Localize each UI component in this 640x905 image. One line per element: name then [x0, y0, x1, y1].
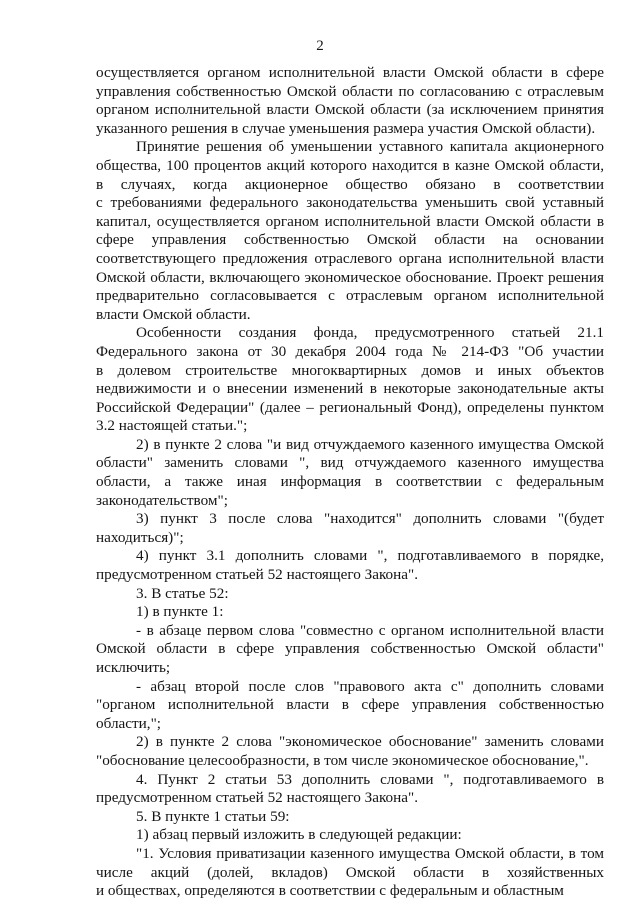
text-line: - в абзаце первом слова "совместно с органом исполнительной власти — [136, 621, 604, 639]
text-line: осуществляется органом исполнительной власти Омской области в сфере — [96, 64, 604, 81]
text-line: 1) в пункте 1: — [136, 603, 224, 621]
paragraph — [96, 436, 604, 510]
text-line: капитал, осуществляется органом исполнительной власти Омской области в — [96, 212, 604, 230]
text-line: органом исполнительной власти Омской области (за исключением принятия — [96, 101, 604, 119]
text-line: Омской области, включающего экономическое обоснование. Проект решения — [96, 268, 604, 286]
page-number: 2 — [316, 38, 324, 54]
paragraph — [96, 603, 604, 622]
document-body — [96, 64, 604, 901]
text-line: числе акций (долей, вкладов) Омской области в хозяйственных — [96, 863, 604, 881]
text-line: "1. Условия приватизации казенного имущества Омской области, в том — [136, 844, 604, 862]
text-line: указанного решения в случае уменьшения размера участия Омской области). — [96, 119, 596, 137]
text-line: предварительно согласовывается с отраслевым органом исполнительной — [96, 287, 604, 305]
text-line: предусмотренном статьей 52 настоящего Закона". — [96, 566, 419, 584]
text-line: управления собственностью Омской области по согласованию с отраслевым — [96, 82, 604, 100]
text-line: с требованиями федерального законодательства уменьшить свой уставный — [96, 194, 604, 212]
text-line: находиться)"; — [96, 528, 184, 546]
text-line: 3. В статье 52: — [136, 584, 229, 602]
paragraph — [96, 64, 604, 138]
text-line: области,"; — [96, 714, 161, 732]
text-line: соответствующего предложения отраслевого органа исполнительной власти — [96, 249, 604, 267]
paragraph — [96, 845, 604, 901]
text-line: Российской Федерации" (далее – региональный Фонд), определены пунктом — [96, 398, 604, 416]
text-line: сфере управления собственностью Омской области на основании — [96, 231, 604, 249]
text-line: 4. Пункт 2 статьи 53 дополнить словами ", подготавливаемого в — [136, 770, 604, 788]
text-line: в случаях, когда акционерное общество обязано в соответствии — [96, 175, 604, 193]
paragraph — [96, 547, 604, 584]
text-line: недвижимости и о внесении изменений в некоторые законодательные акты — [96, 380, 604, 398]
text-line: законодательством"; — [96, 491, 228, 509]
text-line: предусмотренном статьей 52 настоящего Закона". — [96, 789, 419, 807]
text-line: Омской области в сфере управления собственностью Омской области" — [96, 640, 604, 658]
text-line: Федерального закона от 30 декабря 2004 года № 214-ФЗ "Об участии — [96, 342, 604, 360]
paragraph — [96, 510, 604, 547]
paragraph — [96, 733, 604, 770]
paragraph — [96, 678, 604, 734]
text-line: Принятие решения об уменьшении уставного капитала акционерного — [136, 138, 604, 156]
paragraph — [96, 826, 604, 845]
text-line: Особенности создания фонда, предусмотренного статьей 21.1 — [136, 324, 604, 342]
paragraph — [96, 324, 604, 436]
text-line: 1) абзац первый изложить в следующей редакции: — [136, 826, 462, 844]
text-line: области, а также иная информация в соответствии с федеральным — [96, 473, 604, 491]
text-line: 3.2 настоящей статьи."; — [96, 417, 248, 435]
text-line: в долевом строительстве многоквартирных домов и иных объектов — [96, 361, 604, 379]
text-line: - абзац второй после слов "правового акта с" дополнить словами — [136, 677, 604, 695]
text-line: исключить; — [96, 659, 171, 676]
text-line: 3) пункт 3 после слова "находится" дополнить словами "(будет — [136, 510, 604, 528]
text-line: общества, 100 процентов акций которого находится в казне Омской области, — [96, 156, 604, 174]
paragraph — [96, 585, 604, 604]
paragraph — [96, 771, 604, 808]
text-line: области" заменить словами ", вид отчуждаемого казенного имущества — [96, 454, 604, 472]
text-line: 2) в пункте 2 слова "экономическое обоснование" заменить словами — [136, 733, 604, 751]
paragraph — [96, 622, 604, 678]
paragraph — [96, 138, 604, 324]
text-line: 5. В пункте 1 статьи 59: — [136, 807, 290, 825]
text-line: 4) пункт 3.1 дополнить словами ", подготавливаемого в порядке, — [136, 547, 604, 565]
paragraph — [96, 808, 604, 827]
text-line: "органом исполнительной власти в сфере управления собственностью — [96, 696, 604, 714]
text-line: 2) в пункте 2 слова "и вид отчуждаемого казенного имущества Омской — [136, 435, 604, 453]
text-line: "обоснование целесообразности, в том числе экономическое обоснование,". — [96, 751, 589, 769]
text-line: власти Омской области. — [96, 305, 251, 323]
text-line: и обществах, определяются в соответствии с федеральным и областным — [96, 882, 564, 900]
